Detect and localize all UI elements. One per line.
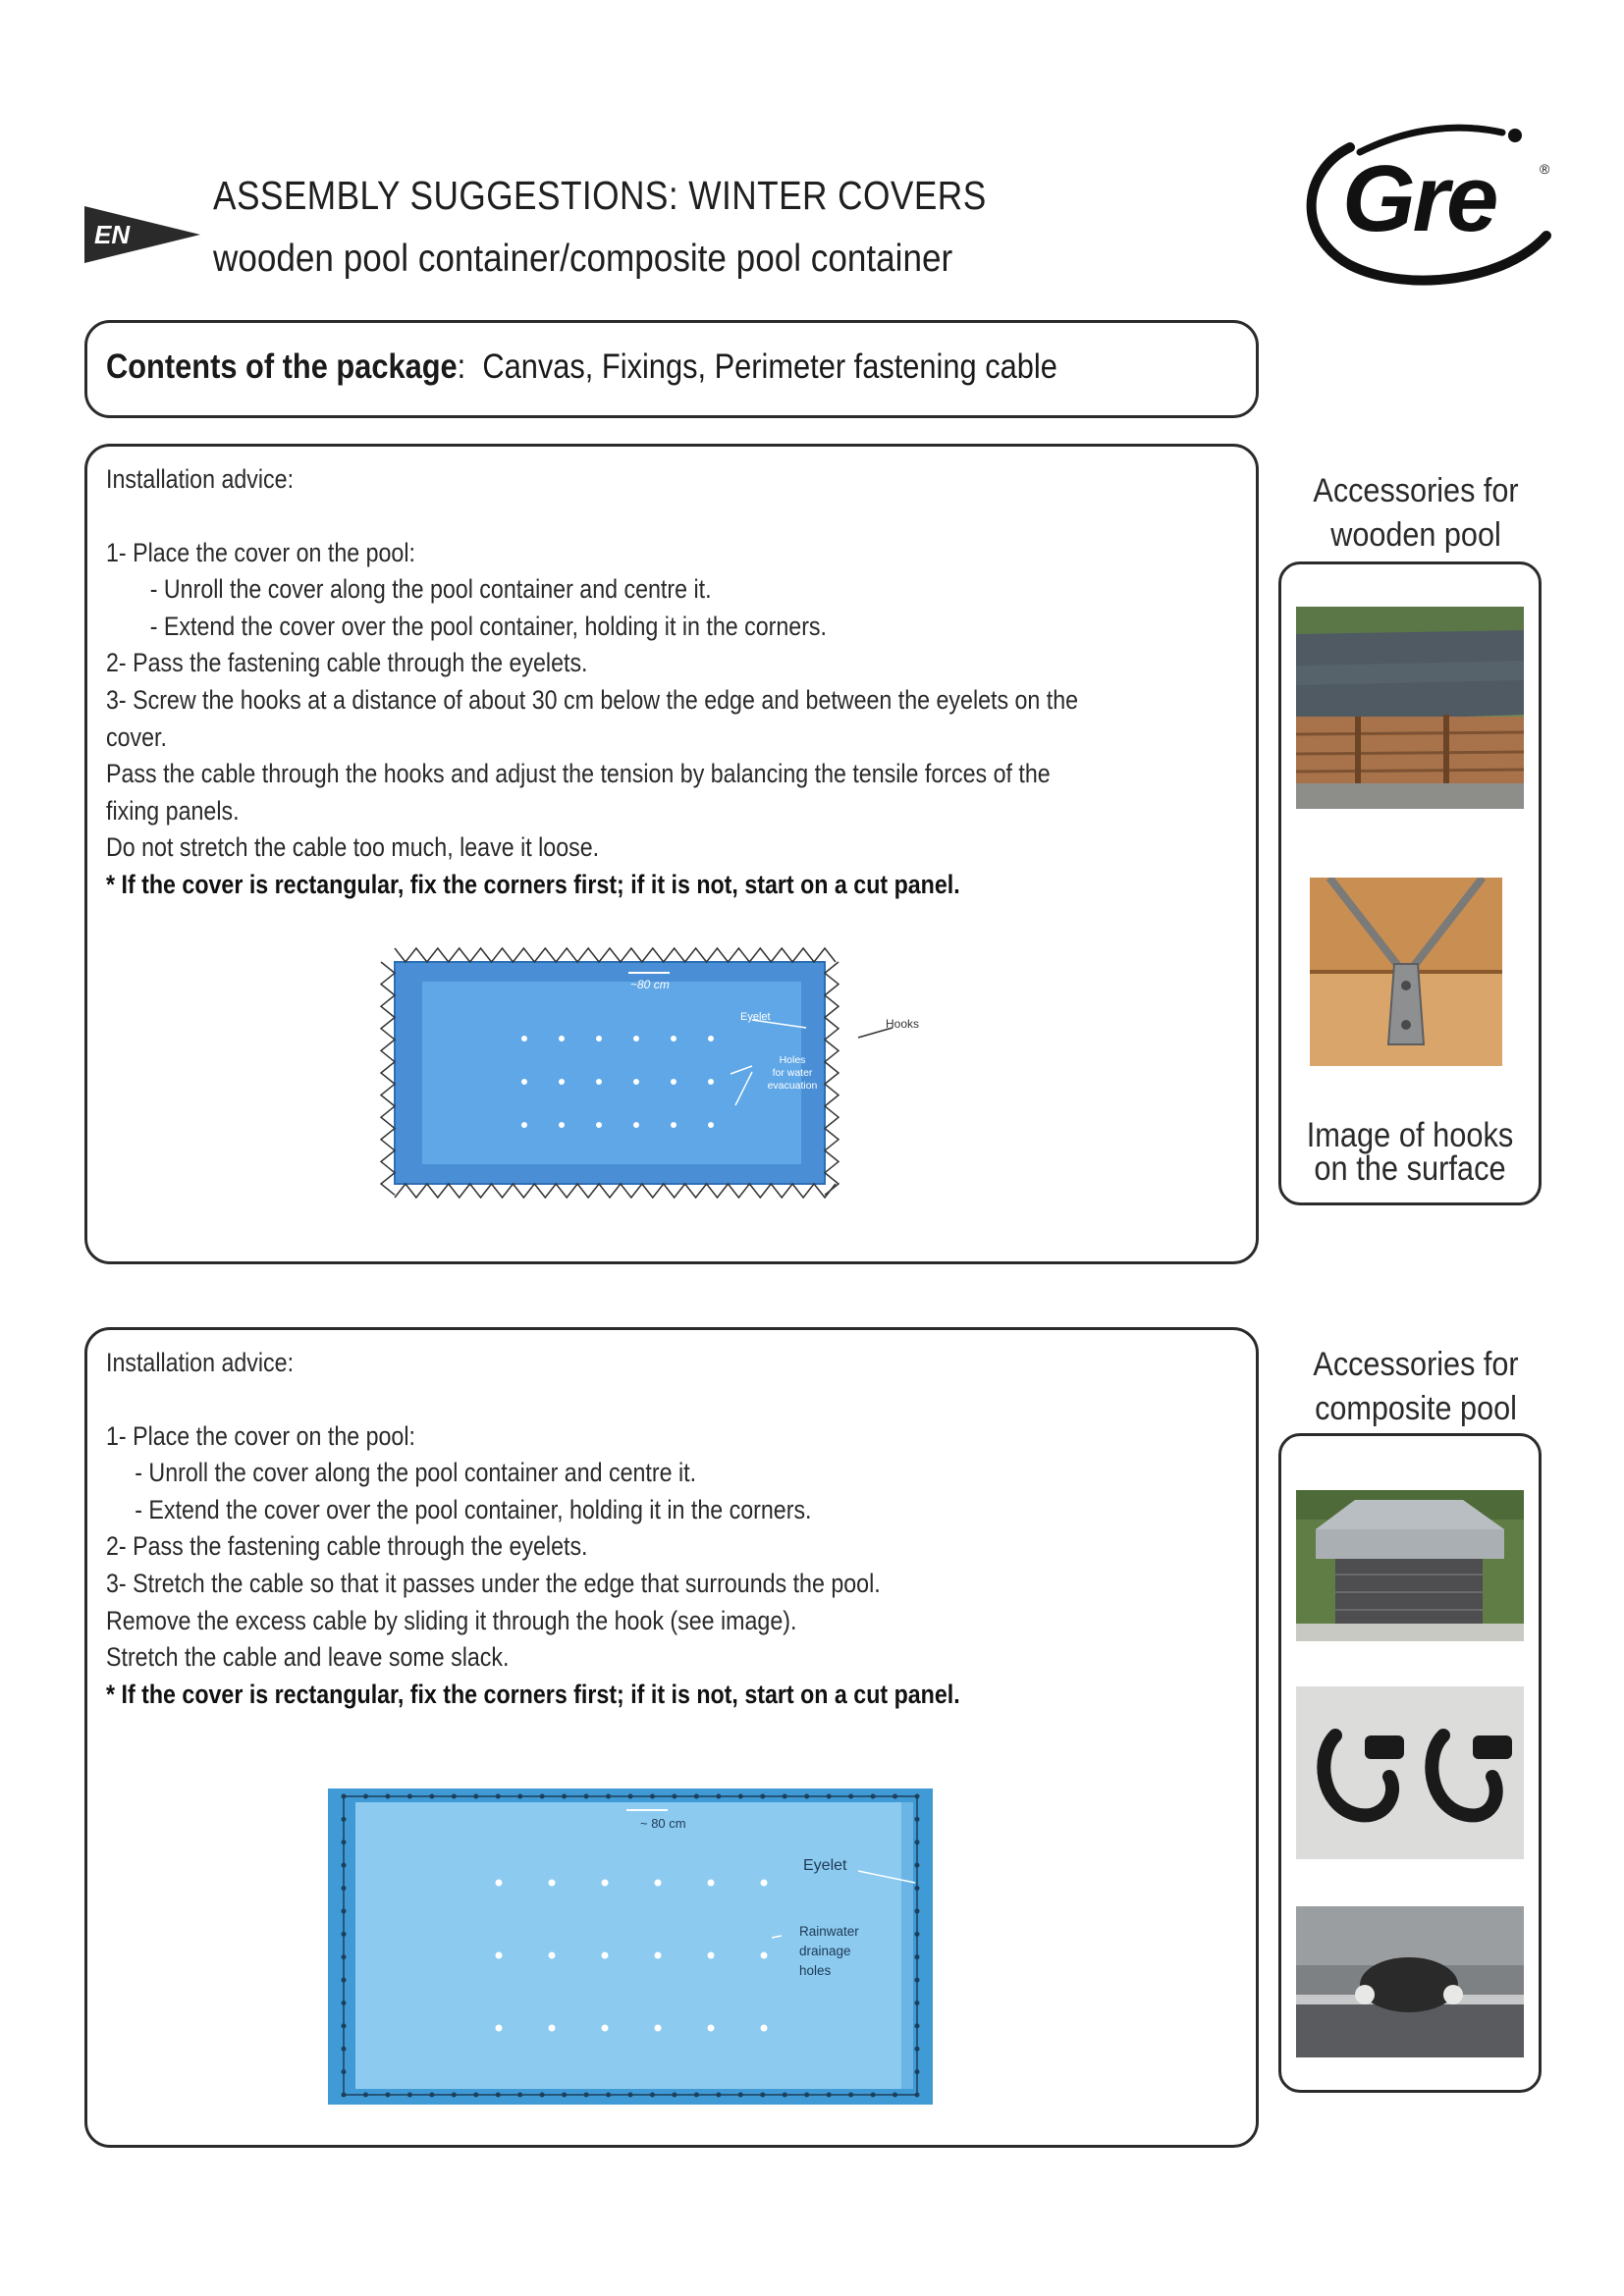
wooden-pool-cover-diagram bbox=[367, 936, 937, 1221]
eyelet bbox=[783, 2093, 787, 2098]
eyelet bbox=[496, 2093, 501, 2098]
eyelet bbox=[342, 1932, 347, 1937]
wooden-hook-photo-image bbox=[1310, 878, 1502, 1066]
eyelet bbox=[672, 2093, 677, 2098]
eyelet bbox=[407, 1794, 412, 1799]
eyelet bbox=[848, 1794, 853, 1799]
eyelet bbox=[540, 1794, 545, 1799]
drainage-hole bbox=[708, 1036, 714, 1041]
step-line: Stretch the cable and leave some slack. bbox=[106, 1642, 510, 1673]
language-code: EN bbox=[94, 220, 131, 249]
drainage-hole bbox=[596, 1079, 602, 1085]
eyelet bbox=[342, 1954, 347, 1959]
brand-logo-text: Gre bbox=[1342, 146, 1496, 251]
eyelet bbox=[606, 2093, 611, 2098]
drainage-hole bbox=[708, 2025, 715, 2032]
drainage-hole bbox=[596, 1036, 602, 1041]
drainage-hole bbox=[708, 1122, 714, 1128]
step-line: Do not stretch the cable too much, leave it loose. bbox=[106, 832, 600, 863]
eyelet bbox=[584, 1794, 589, 1799]
drainage-hole bbox=[708, 1880, 715, 1887]
drainage-hole bbox=[549, 1952, 556, 1959]
eyelet bbox=[606, 1794, 611, 1799]
eyelet bbox=[562, 2093, 567, 2098]
eyelet bbox=[342, 1978, 347, 1983]
composite-pool-instructions bbox=[106, 1345, 960, 1713]
eyelet bbox=[915, 2093, 920, 2098]
composite-hook-mounted-photo bbox=[1296, 1906, 1524, 2057]
eyelet bbox=[342, 2093, 347, 2098]
eyelet bbox=[342, 2047, 347, 2052]
eyelet bbox=[915, 2023, 920, 2028]
eyelet bbox=[848, 2093, 853, 2098]
step-line: Remove the excess cable by sliding it through the hook (see image). bbox=[106, 1605, 797, 1635]
eyelet bbox=[584, 2093, 589, 2098]
eyelet bbox=[827, 1794, 832, 1799]
eyelet bbox=[517, 1794, 522, 1799]
eyelet bbox=[628, 1794, 633, 1799]
wooden-pool-photo-image bbox=[1296, 607, 1524, 809]
spacing-label: ~80 cm bbox=[630, 978, 670, 991]
composite-hooks-photo bbox=[1296, 1686, 1524, 1859]
drainage-hole bbox=[549, 2025, 556, 2032]
eyelet bbox=[650, 1794, 655, 1799]
step-line: 2- Pass the fastening cable through the eyelets. bbox=[106, 1531, 588, 1562]
cable-top bbox=[395, 948, 836, 962]
wooden-hook-photo bbox=[1310, 878, 1502, 1066]
eyelet bbox=[738, 1794, 743, 1799]
step-line: 1- Place the cover on the pool: bbox=[106, 1420, 415, 1451]
holes-label-line: Rainwater bbox=[799, 1924, 859, 1939]
eyelet bbox=[760, 2093, 765, 2098]
eyelet bbox=[694, 1794, 699, 1799]
eyelet bbox=[342, 2001, 347, 2005]
package-separator: : bbox=[457, 347, 466, 386]
drainage-hole bbox=[655, 1880, 662, 1887]
holes-label-line: for water bbox=[772, 1067, 813, 1079]
drainage-hole bbox=[761, 1880, 768, 1887]
step-line: - Unroll the cover along the pool container and centre it. bbox=[149, 574, 712, 605]
step-line: Pass the cable through the hooks and adjust the tension by balancing the tensile forces of the bbox=[106, 759, 1051, 789]
hooks-label: Hooks bbox=[886, 1017, 920, 1031]
eyelet bbox=[452, 2093, 457, 2098]
eyelet bbox=[915, 1817, 920, 1822]
eyelet bbox=[716, 2093, 721, 2098]
accessories-title-line: Accessories for bbox=[1313, 1346, 1519, 1383]
package-value: Canvas, Fixings, Perimeter fastening cable bbox=[482, 347, 1057, 386]
eyelet bbox=[915, 1954, 920, 1959]
accessories-title-line: wooden pool bbox=[1330, 516, 1501, 554]
caption-line: Image of hooks bbox=[1306, 1116, 1514, 1154]
eyelet bbox=[915, 2069, 920, 2074]
drainage-hole bbox=[633, 1036, 639, 1041]
step-line: 3- Screw the hooks at a distance of about 30 cm below the edge and between the eyelets on the bbox=[106, 684, 1079, 715]
holes-label bbox=[799, 1922, 859, 1981]
rectangular-cover-note: * If the cover is rectangular, fix the corners first; if it is not, start on a cut panel. bbox=[106, 869, 960, 899]
eyelet bbox=[893, 2093, 897, 2098]
step-line: - Unroll the cover along the pool container and centre it. bbox=[135, 1458, 697, 1488]
drainage-hole bbox=[655, 2025, 662, 2032]
wooden-accessories-title bbox=[1301, 469, 1531, 558]
drainage-hole bbox=[559, 1036, 565, 1041]
eyelet bbox=[473, 1794, 478, 1799]
eyelet bbox=[363, 2093, 368, 2098]
eyelet bbox=[562, 1794, 567, 1799]
document-title: ASSEMBLY SUGGESTIONS: WINTER COVERS bbox=[213, 173, 987, 218]
step-line: 2- Pass the fastening cable through the eyelets. bbox=[106, 648, 588, 678]
eyelet-label: Eyelet bbox=[803, 1857, 847, 1874]
holes-label-line: holes bbox=[799, 1963, 832, 1978]
drainage-hole bbox=[596, 1122, 602, 1128]
eyelet bbox=[540, 2093, 545, 2098]
step-line: 1- Place the cover on the pool: bbox=[106, 537, 415, 567]
eyelet bbox=[342, 1908, 347, 1913]
drainage-hole bbox=[559, 1079, 565, 1085]
eyelet bbox=[760, 1794, 765, 1799]
eyelet bbox=[672, 1794, 677, 1799]
drainage-hole bbox=[602, 1880, 609, 1887]
eyelet bbox=[363, 1794, 368, 1799]
caption-line: on the surface bbox=[1314, 1149, 1506, 1188]
drainage-hole bbox=[496, 1880, 503, 1887]
eyelet bbox=[429, 1794, 434, 1799]
drainage-hole bbox=[761, 2025, 768, 2032]
drainage-hole bbox=[671, 1122, 677, 1128]
drainage-hole bbox=[671, 1036, 677, 1041]
drainage-hole bbox=[521, 1122, 527, 1128]
language-badge bbox=[84, 202, 200, 267]
wooden-pool-instructions bbox=[106, 461, 1078, 904]
eyelet-label: Eyelet bbox=[740, 1011, 771, 1023]
eyelet bbox=[694, 2093, 699, 2098]
eyelet bbox=[342, 1863, 347, 1868]
brand-logo bbox=[1291, 118, 1561, 290]
eyelet bbox=[915, 1840, 920, 1844]
eyelet bbox=[783, 1794, 787, 1799]
drainage-hole bbox=[671, 1079, 677, 1085]
drainage-hole bbox=[549, 1880, 556, 1887]
composite-hook-mounted-photo-image bbox=[1296, 1906, 1524, 2057]
eyelet bbox=[915, 1886, 920, 1891]
drainage-hole bbox=[602, 2025, 609, 2032]
eyelet bbox=[385, 2093, 390, 2098]
eyelet bbox=[385, 1794, 390, 1799]
step-line: fixing panels. bbox=[106, 795, 240, 826]
composite-pool-cover-diagram bbox=[328, 1789, 933, 2105]
eyelet bbox=[650, 2093, 655, 2098]
holes-label-line: evacuation bbox=[767, 1080, 818, 1092]
eyelet bbox=[915, 1863, 920, 1868]
eyelet bbox=[496, 1794, 501, 1799]
drainage-hole bbox=[655, 1952, 662, 1959]
cable-left bbox=[381, 962, 395, 1195]
drainage-hole bbox=[521, 1036, 527, 1041]
document-subtitle: wooden pool container/composite pool container bbox=[213, 238, 953, 280]
eyelet bbox=[804, 1794, 809, 1799]
section-heading: Installation advice: bbox=[106, 1348, 295, 1377]
eyelet bbox=[342, 1817, 347, 1822]
step-line: 3- Stretch the cable so that it passes under the edge that surrounds the pool. bbox=[106, 1568, 881, 1598]
eyelet bbox=[827, 2093, 832, 2098]
rectangular-cover-note: * If the cover is rectangular, fix the corners first; if it is not, start on a cut panel. bbox=[106, 1679, 960, 1709]
drainage-hole bbox=[521, 1079, 527, 1085]
drainage-hole bbox=[761, 1952, 768, 1959]
composite-hooks-photo-image bbox=[1296, 1686, 1524, 1859]
drainage-hole bbox=[559, 1122, 565, 1128]
eyelet bbox=[342, 1840, 347, 1844]
eyelet bbox=[915, 1794, 920, 1799]
hooks-photo-caption bbox=[1298, 1116, 1523, 1188]
eyelet bbox=[429, 2093, 434, 2098]
eyelet bbox=[915, 1908, 920, 1913]
eyelet bbox=[915, 1932, 920, 1937]
drainage-hole bbox=[633, 1079, 639, 1085]
section-heading: Installation advice: bbox=[106, 464, 295, 494]
registered-mark: ® bbox=[1540, 161, 1550, 177]
accessories-title-line: composite pool bbox=[1315, 1390, 1517, 1427]
step-line: cover. bbox=[106, 721, 167, 752]
eyelet bbox=[893, 1794, 897, 1799]
eyelet bbox=[342, 2023, 347, 2028]
step-line: - Extend the cover over the pool container, holding it in the corners. bbox=[149, 611, 827, 641]
drainage-hole bbox=[708, 1079, 714, 1085]
composite-accessories-title bbox=[1301, 1343, 1531, 1431]
eyelet bbox=[804, 2093, 809, 2098]
eyelet bbox=[473, 2093, 478, 2098]
eyelet bbox=[871, 2093, 876, 2098]
eyelet bbox=[342, 1886, 347, 1891]
package-contents bbox=[106, 347, 1057, 387]
holes-label-line: drainage bbox=[799, 1944, 851, 1958]
eyelet bbox=[915, 1978, 920, 1983]
step-line: - Extend the cover over the pool container, holding it in the corners. bbox=[135, 1494, 812, 1524]
eyelet bbox=[871, 1794, 876, 1799]
eyelet bbox=[716, 1794, 721, 1799]
eyelet bbox=[407, 2093, 412, 2098]
eyelet bbox=[628, 2093, 633, 2098]
cable-bottom bbox=[395, 1184, 836, 1198]
wooden-pool-cover-photo bbox=[1296, 607, 1524, 809]
drainage-hole bbox=[496, 2025, 503, 2032]
eyelet bbox=[342, 2069, 347, 2074]
holes-label-line: Holes bbox=[779, 1054, 806, 1066]
drainage-hole bbox=[633, 1122, 639, 1128]
eyelet bbox=[452, 1794, 457, 1799]
accessories-title-line: Accessories for bbox=[1313, 472, 1519, 509]
eyelet bbox=[738, 2093, 743, 2098]
composite-pool-cover-photo bbox=[1296, 1490, 1524, 1641]
eyelet bbox=[517, 2093, 522, 2098]
eyelet bbox=[915, 2047, 920, 2052]
drainage-hole bbox=[708, 1952, 715, 1959]
drainage-hole bbox=[602, 1952, 609, 1959]
package-label: Contents of the package bbox=[106, 347, 458, 386]
composite-pool-photo-image bbox=[1296, 1490, 1524, 1641]
holes-label bbox=[748, 1054, 837, 1093]
eyelet bbox=[915, 2001, 920, 2005]
eyelet bbox=[342, 1794, 347, 1799]
spacing-label: ~ 80 cm bbox=[640, 1816, 686, 1831]
drainage-hole bbox=[496, 1952, 503, 1959]
